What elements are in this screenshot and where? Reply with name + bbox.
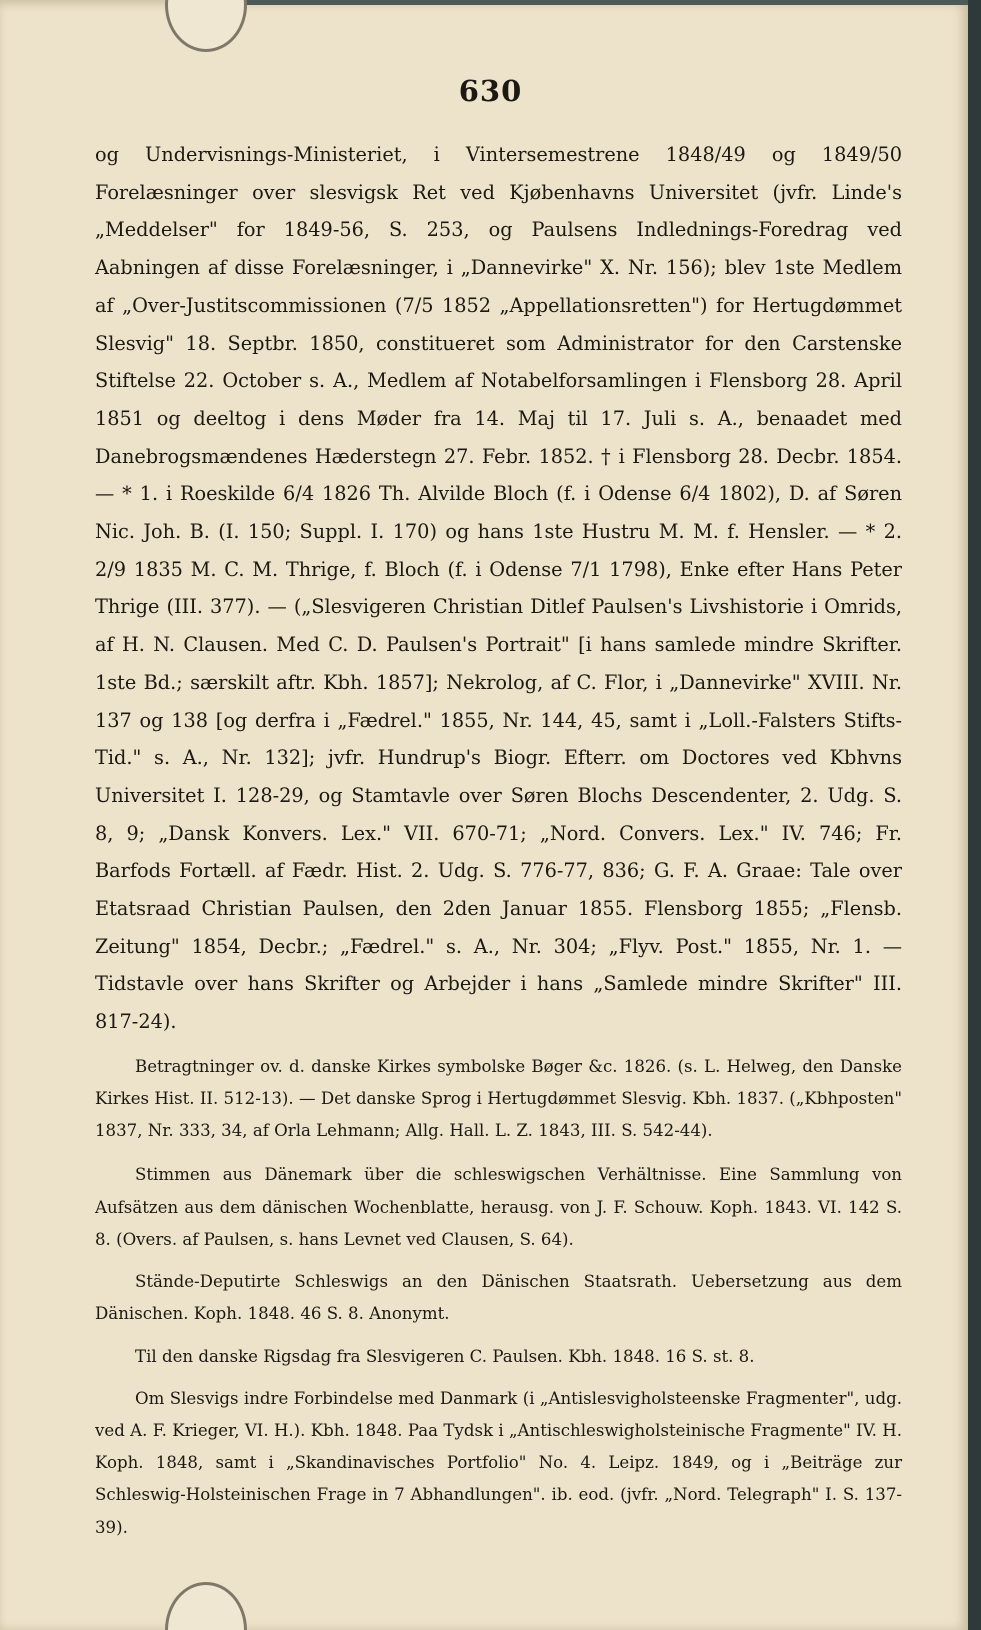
page-top-edge [170, 0, 968, 5]
body-text [95, 136, 902, 1544]
binding-hole-bottom [165, 1582, 247, 1630]
biography-paragraph: og Undervisnings-Ministeriet, i Vintersemestrene 1848/49 og 1849/50 Forelæsninger over slesvigsk Ret ved Kjøbenhavns Universitet (jvfr. Linde's „Meddelser" for 1849-56, S. 253, og Paulsens Indlednings-Foredrag ved Aabningen af disse Forelæsninger, i „Dannevirke" X. Nr. 156); blev 1ste Medlem af „Over-Justitscommissionen (7/5 1852 „Appellationsretten") for Hertugdømmet Slesvig" 18. Septbr. 1850, constitueret som Administrator for den Carstenske Stiftelse 22. October s. A., Medlem af Notabelforsamlingen i Flensborg 28. April 1851 og deeltog i dens Møder fra 14. Maj til 17. Juli s. A., benaadet med Danebrogsmændenes Hæderstegn 27. Febr. 1852. † i Flensborg 28. Decbr. 1854. — * 1. i Roeskilde 6/4 1826 Th. Alvilde Bloch (f. i Odense 6/4 1802), D. af Søren Nic. Joh. B. (I. 150; Suppl. I. 170) og hans 1ste Hustru M. M. f. Hensler. — * 2. 2/9 1835 M. C. M. Thrige, f. Bloch (f. i Odense 7/1 1798), Enke efter Hans Peter Thrige (III. 377). — („Slesvigeren Christian Ditlef Paulsen's Livshistorie i Omrids, af H. N. Clausen. Med C. D. Paulsen's Portrait" [i hans samlede mindre Skrifter. 1ste Bd.; særskilt aftr. Kbh. 1857]; Nekrolog, af C. Flor, i „Dannevirke" XVIII. Nr. 137 og 138 [og derfra i „Fædrel." 1855, Nr. 144, 45, samt i „Loll.-Falsters Stifts-Tid." s. A., Nr. 132]; jvfr. Hundrup's Biogr. Efterr. om Doctores ved Kbhvns Universitet I. 128-29, og Stamtavle over Søren Blochs Descendenter, 2. Udg. S. 8, 9; „Dansk Konvers. Lex." VII. 670-71; „Nord. Convers. Lex." IV. 746; Fr. Barfods Fortæll. af Fædr. Hist. 2. Udg. S. 776-77, 836; G. F. A. Graae: Tale over Etatsraad Christian Paulsen, den 2den Januar 1855. Flensborg 1855; „Flensb. Zeitung" 1854, Decbr.; „Fædrel." s. A., Nr. 304; „Flyv. Post." 1855, Nr. 1. — Tidstavle over hans Skrifter og Arbejder i hans „Samlede mindre Skrifter" III. 817-24). [95, 143, 902, 1034]
bibliography-entry: Om Slesvigs indre Forbindelse med Danmark (i „Antislesvigholsteenske Fragmenter", udg. ved A. F. Krieger, VI. H.). Kbh. 1848. Paa Tydsk i „Antischleswigholsteinische Fragmente" IV. H. Koph. 1848, samt i „Skandinavisches Portfolio" No. 4. Leipz. 1849, og i „Beiträge zur Schleswig-Holsteinischen Frage in 7 Abhandlungen". ib. eod. (jvfr. „Nord. Telegraph" I. S. 137-39). [95, 1388, 902, 1537]
binding-hole-top [165, 0, 247, 52]
bibliography-entry: Stimmen aus Dänemark über die schleswigschen Verhältnisse. Eine Sammlung von Aufsätzen aus dem dänischen Wochenblatte, herausg. von J. F. Schouw. Koph. 1843. VI. 142 S. 8. (Overs. af Paulsen, s. hans Levnet ved Clausen, S. 64). [95, 1165, 902, 1249]
page-number: 630 [458, 74, 523, 108]
bibliography-entry: Til den danske Rigsdag fra Slesvigeren C. Paulsen. Kbh. 1848. 16 S. st. 8. [135, 1346, 755, 1366]
bibliography-entry: Betragtninger ov. d. danske Kirkes symbolske Bøger &c. 1826. (s. L. Helweg, den Danske Kirkes Hist. II. 512-13). — Det danske Sprog i Hertugdømmet Slesvig. Kbh. 1837. („Kbhposten" 1837, Nr. 333, 34, af Orla Lehmann; Allg. Hall. L. Z. 1843, III. S. 542-44). [95, 1056, 902, 1141]
bibliography-entry: Stände-Deputirte Schleswigs an den Dänischen Staatsrath. Uebersetzung aus dem Dänischen. Koph. 1848. 46 S. 8. Anonymt. [95, 1272, 902, 1324]
